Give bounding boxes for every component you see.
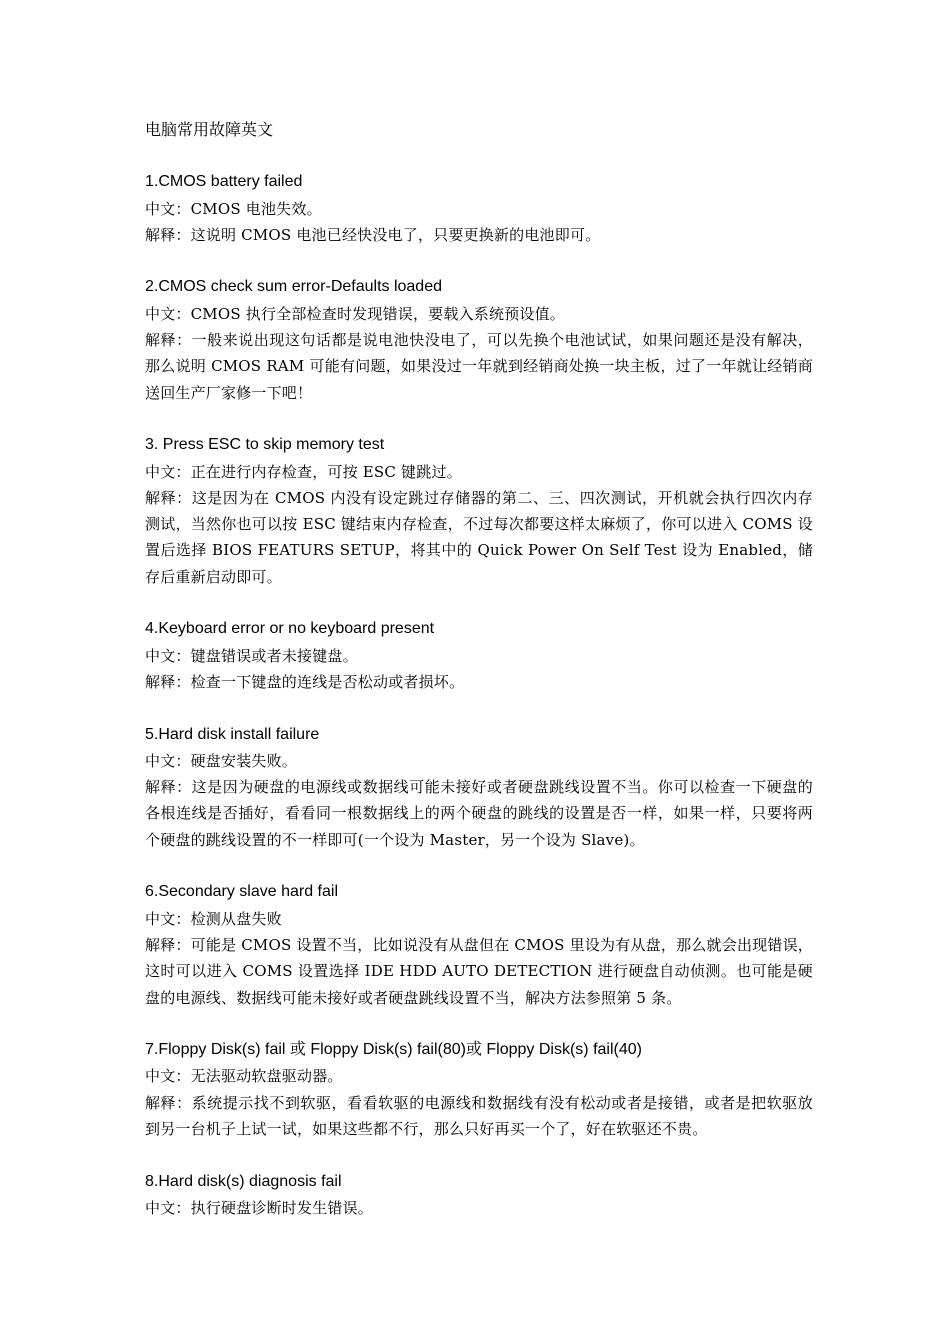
error-entry-7 (145, 1037, 813, 1142)
entry-chinese: 中文：正在进行内存检查，可按 ESC 键跳过。 (145, 462, 462, 481)
entry-heading: 4.Keyboard error or no keyboard present (145, 620, 435, 638)
entry-explanation: 解释：系统提示找不到软驱，看看软驱的电源线和数据线有没有松动或者是接错，或者是把软驱放到另一台机子上试一试，如果这些都不行，那么只好再买一个了，好在软驱还不贵。 (145, 1093, 813, 1138)
entry-heading: 1.CMOS battery failed (145, 173, 303, 191)
entry-chinese: 中文：执行硬盘诊断时发生错误。 (145, 1198, 374, 1217)
entry-heading: 8.Hard disk(s) diagnosis fail (145, 1172, 342, 1190)
entry-heading: 6.Secondary slave hard fail (145, 883, 338, 901)
error-entry-8 (145, 1169, 813, 1222)
error-entry-3 (145, 432, 813, 590)
entry-heading: 3. Press ESC to skip memory test (145, 436, 385, 454)
document-page (145, 117, 813, 1247)
entry-chinese: 中文：CMOS 执行全部检查时发现错误，要载入系统预设值。 (145, 304, 565, 323)
entry-explanation: 解释：这说明 CMOS 电池已经快没电了，只要更换新的电池即可。 (145, 225, 601, 244)
error-entry-4 (145, 616, 813, 695)
entry-explanation: 解释：这是因为在 CMOS 内没有设定跳过存储器的第二、三、四次测试，开机就会执行四次内存测试，当然你也可以按 ESC 键结束内存检查，不过每次都要这样太麻烦了，你可以进入 COMS 设置后选择 BIOS FEATURS SETUP，将其中的 Quick Power On Self Test 设为 Enabled，储存后重新启动即可。 (145, 488, 813, 586)
error-entry-6 (145, 879, 813, 1010)
entry-explanation: 解释：检查一下键盘的连线是否松动或者损坏。 (145, 672, 465, 691)
entry-explanation: 解释：一般来说出现这句话都是说电池快没电了，可以先换个电池试试，如果问题还是没有解决，那么说明 CMOS RAM 可能有问题，如果没过一年就到经销商处换一块主板，过了一年就让经销商送回生产厂家修一下吧！ (145, 331, 813, 402)
entry-heading: 2.CMOS check sum error-Defaults loaded (145, 278, 442, 296)
entry-explanation: 解释：可能是 CMOS 设置不当，比如说没有从盘但在 CMOS 里设为有从盘，那么就会出现错误，这时可以进入 COMS 设置选择 IDE HDD AUTO DETECTION 进行硬盘自动侦测。也可能是硬盘的电源线、数据线可能未接好或者硬盘跳线设置不当，解决方法参照第 5 条。 (145, 935, 813, 1007)
error-entry-1 (145, 169, 813, 248)
entry-chinese: 中文：硬盘安装失败。 (145, 751, 298, 770)
error-entry-5 (145, 722, 813, 853)
entry-chinese: 中文：检测从盘失败 (145, 909, 282, 928)
entry-heading: 5.Hard disk install failure (145, 725, 320, 743)
error-entry-2 (145, 274, 813, 405)
entry-chinese: 中文：无法驱动软盘驱动器。 (145, 1067, 343, 1086)
entry-explanation: 解释：这是因为硬盘的电源线或数据线可能未接好或者硬盘跳线设置不当。你可以检查一下硬盘的各根连线是否插好，看看同一根数据线上的两个硬盘的跳线的设置是否一样，如果一样，只要将两个硬盘的跳线设置的不一样即可(一个设为 Master，另一个设为 Slave)。 (145, 778, 813, 849)
entry-heading: 7.Floppy Disk(s) fail 或 Floppy Disk(s) fail(80)或 Floppy Disk(s) fail(40) (145, 1041, 642, 1059)
entry-chinese: 中文：键盘错误或者未接键盘。 (145, 646, 358, 665)
document-title: 电脑常用故障英文 (145, 120, 274, 139)
entry-chinese: 中文：CMOS 电池失效。 (145, 199, 322, 218)
